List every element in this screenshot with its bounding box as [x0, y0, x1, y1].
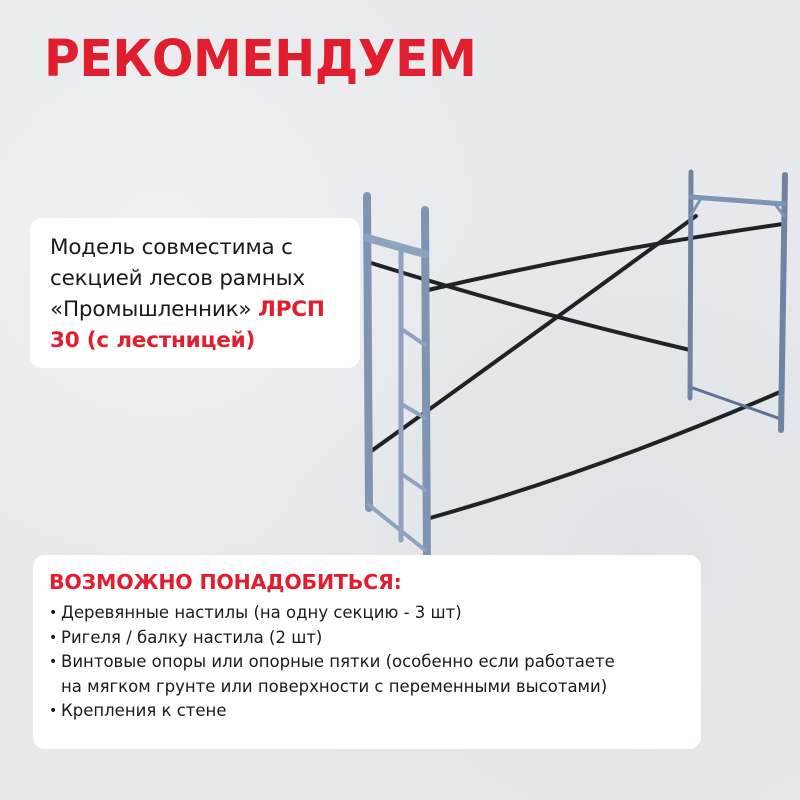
compat-line-2: секцией лесов рамных	[50, 266, 305, 291]
list-item-text: Деревянные настилы (на одну секцию - 3 шт)	[61, 603, 462, 622]
accessories-title: ВОЗМОЖНО ПОНАДОБИТЬСЯ:	[49, 570, 402, 594]
list-item	[49, 601, 701, 626]
bullet-icon: •	[49, 654, 58, 670]
compat-line-1: Модель совместима с	[50, 235, 293, 260]
compatibility-card	[30, 218, 360, 368]
compat-line-3: «Промышленник»	[50, 297, 259, 322]
compatibility-text	[50, 232, 390, 356]
bullet-icon: •	[49, 605, 58, 621]
list-item	[49, 699, 701, 724]
accessories-card	[33, 555, 701, 749]
list-item-text-continuation: на мягком грунте или поверхности с переменными высотами)	[61, 676, 608, 696]
bullet-icon: •	[49, 703, 58, 719]
list-item-text: Винтовые опоры или опорные пятки (особенно если работаете	[61, 652, 615, 671]
model-name-accent: ЛРСП	[258, 297, 325, 322]
bullet-icon: •	[49, 629, 58, 646]
braces	[368, 216, 783, 518]
list-item	[49, 650, 701, 699]
page-headline: РЕКОМЕНДУЕМ	[44, 30, 477, 89]
list-item	[49, 626, 701, 651]
list-item-text: Крепления к стене	[61, 701, 227, 720]
frames	[367, 172, 785, 565]
accessories-list	[49, 601, 701, 724]
list-item-text: Ригеля / балку настила (2 шт)	[61, 627, 323, 647]
model-name-accent-cont: 30 (с лестницей)	[50, 328, 256, 353]
